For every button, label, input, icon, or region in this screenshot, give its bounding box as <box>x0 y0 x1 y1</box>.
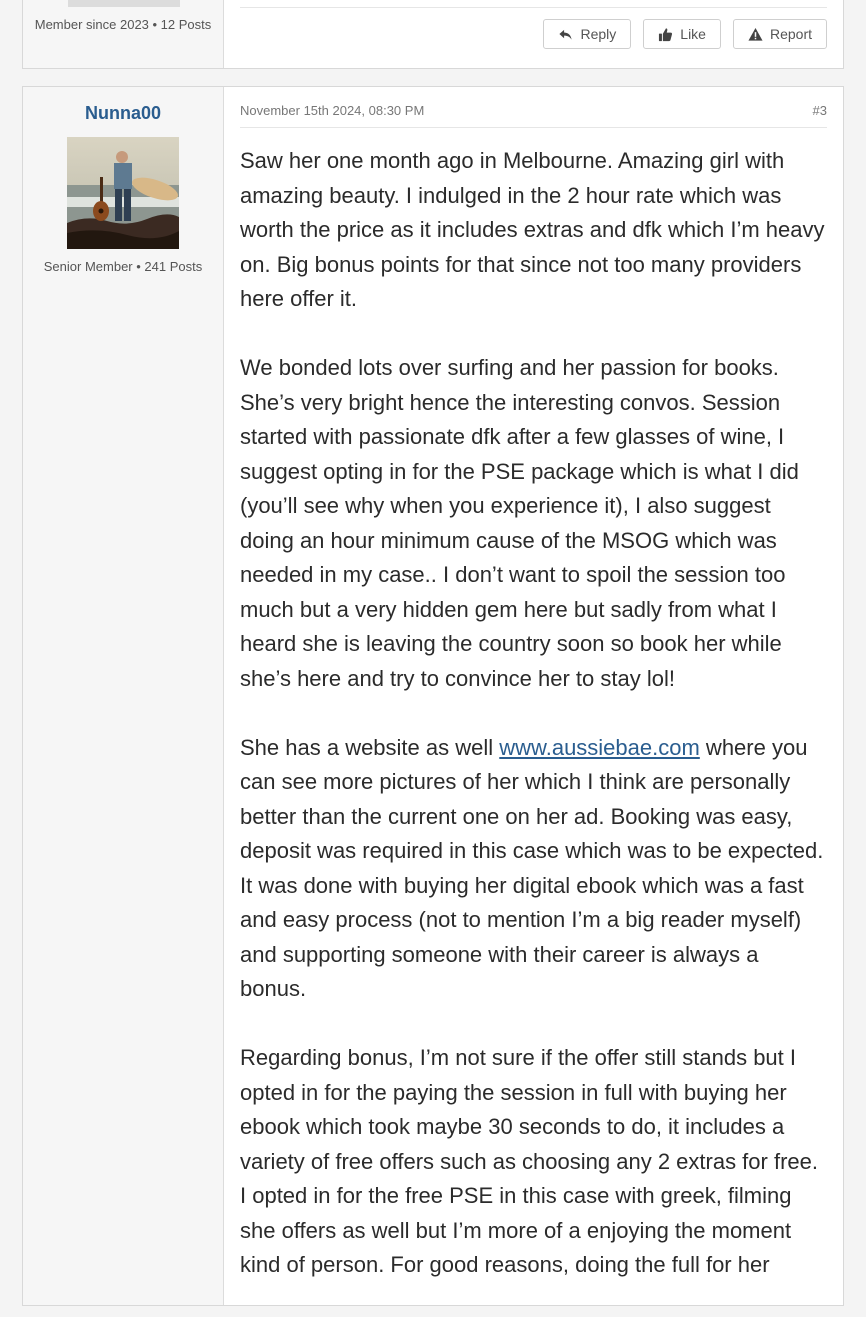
thumbs-up-icon <box>658 27 673 42</box>
post-main <box>224 87 843 1305</box>
avatar[interactable] <box>67 137 179 249</box>
avatar-surfer-image <box>67 137 179 249</box>
post-meta <box>240 103 827 118</box>
user-rank: Senior Member • 241 Posts <box>43 259 203 274</box>
divider <box>240 7 827 8</box>
post-actions <box>543 19 827 49</box>
post-body <box>240 144 829 1317</box>
website-link[interactable]: www.aussiebae.com <box>499 734 700 760</box>
report-label: Report <box>769 26 812 42</box>
forum-post <box>22 86 844 1306</box>
like-label: Like <box>680 26 706 42</box>
previous-post-avatar[interactable] <box>68 0 180 7</box>
post-paragraph-2: We bonded lots over surfing and her passion for books. She’s very bright hence the interesting convos. Session started with passionate dfk after a few glasses of wine, I suggest opting in for the PSE package which is what I did (you’ll see why when you experience it), I also suggest doing an hour minimum cause of the MSOG which was needed in my case.. I don’t want to spoil the session too much but a very hidden gem here but sadly from what I heard she is leaving the country soon so book her while she’s here and try to convince her to stay lol! <box>240 355 799 691</box>
post-paragraph-1: Saw her one month ago in Melbourne. Amazing girl with amazing beauty. I indulged in the 2 hour rate which was worth the price as it includes extras and dfk which I’m heavy on. Big bonus points for that since not too many providers here offer it. <box>240 148 825 311</box>
post-number-link[interactable]: #3 <box>812 103 827 118</box>
paragraph-3-text-after: where you can see more pictures of her which I think are personally better than the current one on her ad. Booking was easy, deposit was required in this case which was to be expected. It was done with buying her digital ebook which was a fast and easy process (not to mention I’m a big reader myself) and supporting someone with their career is always a bonus. <box>240 734 824 1001</box>
reply-label: Reply <box>580 26 617 42</box>
divider <box>240 127 827 128</box>
previous-post-main <box>224 0 843 68</box>
previous-post-user-sidebar <box>23 0 224 68</box>
post-paragraph-4: Regarding bonus, I’m not sure if the offer still stands but I opted in for the paying the session in full with buying her ebook which took maybe 30 seconds to do, it includes a variety of free offers such as choosing any 2 extras for free. I opted in for the free PSE in this case with greek, filming she offers as well but I’m more of a enjoying the moment kind of person. For good reasons, doing the full for her <box>240 1045 818 1277</box>
post-date: November 15th 2024, 08:30 PM <box>240 103 425 118</box>
reply-icon <box>558 27 573 42</box>
previous-post <box>22 0 844 69</box>
reply-button[interactable] <box>543 19 631 49</box>
report-button[interactable] <box>733 19 827 49</box>
post-paragraph-3 <box>240 731 829 1007</box>
paragraph-3-text-before: She has a website as well <box>240 734 500 760</box>
warning-icon <box>748 27 763 42</box>
post-user-sidebar <box>23 87 224 1305</box>
username-link[interactable]: Nunna00 <box>84 103 162 123</box>
like-button[interactable] <box>643 19 721 49</box>
member-since-text: Member since 2023 • 12 Posts <box>34 17 212 32</box>
